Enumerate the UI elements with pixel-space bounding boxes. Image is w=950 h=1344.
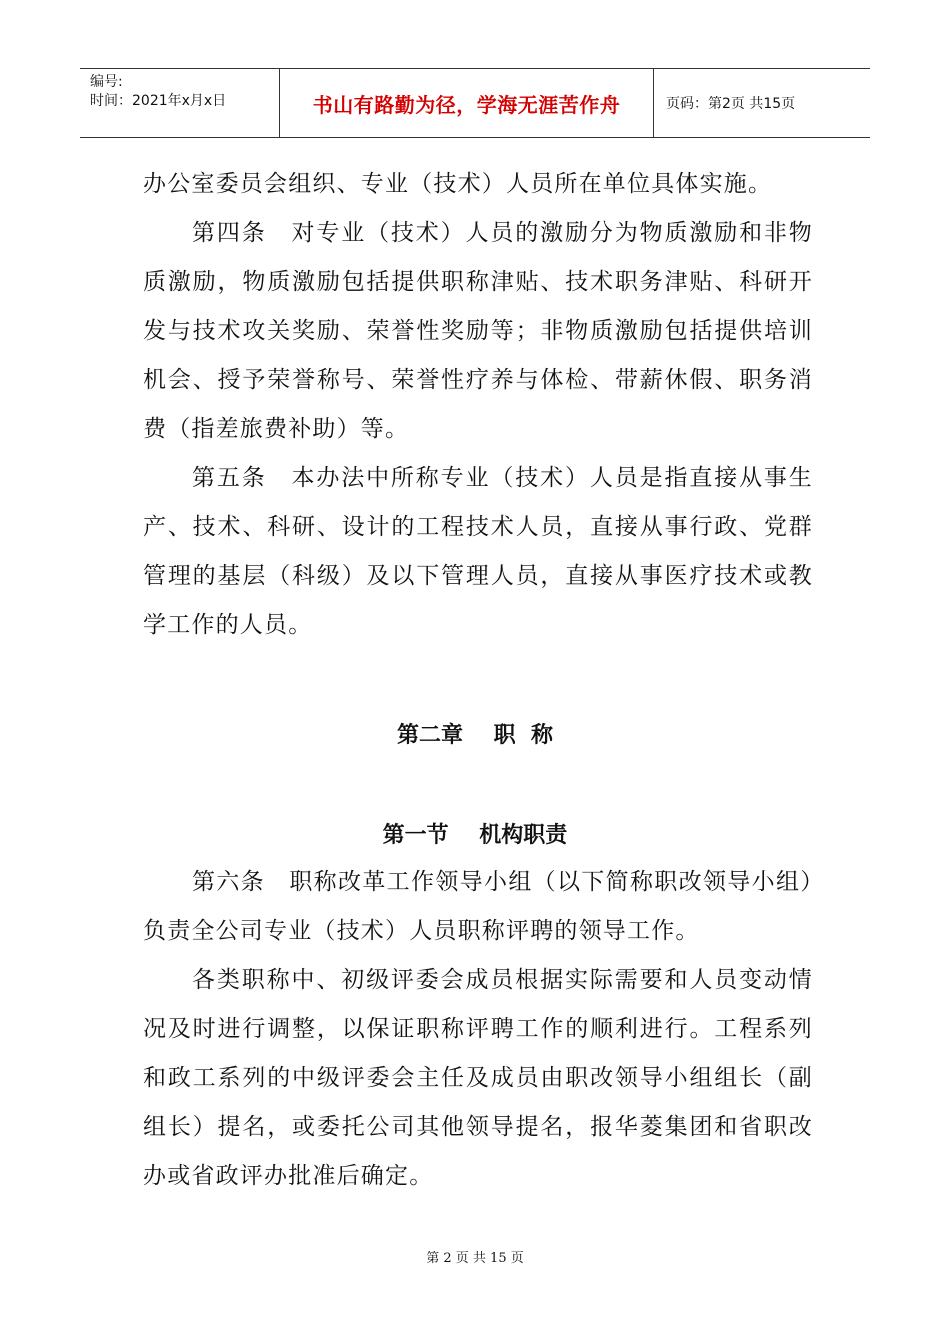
chapter-title: 第二章 职 称 [397,723,553,748]
header-motto: 书山有路勤为径，学海无涯苦作舟 [280,69,654,137]
paragraph-continuation: 办公室委员会组织、专业（技术）人员所在单位具体实施。 [143,171,773,197]
paragraph-block-2 [143,858,813,1201]
article-6: 第六条 职称改革工作领导小组（以下简称职改领导小组）负责全公司专业（技术）人员职称评聘的领导工作。 [143,869,813,944]
header-meta [80,69,280,137]
article-4: 第四条 对专业（技术）人员的激励分为物质激励和非物质激励，物质激励包括提供职称津贴、技术职务津贴、科研开发与技术攻关奖励、荣誉性奖励等；非物质激励包括提供培训机会、授予荣誉称号、荣誉性疗养与体检、带薪休假、职务消费（指差旅费补助）等。 [143,220,813,442]
article-5: 第五条 本办法中所称专业（技术）人员是指直接从事生产、技术、科研、设计的工程技术人员，直接从事行政、党群管理的基层（科级）及以下管理人员，直接从事医疗技术或教学工作的人员。 [143,465,813,638]
date-label: 时间：2021年x月x日 [90,93,227,109]
doc-number-label: 编号: [90,74,123,90]
paragraph-block-1 [143,160,813,650]
section-title: 第一节 机构职责 [382,823,568,848]
header-page-info: 页码：第2页 共15页 [666,96,796,112]
page-header [80,68,870,138]
page-footer: 第 2 页 共 15 页 [426,1251,524,1266]
paragraph-committee: 各类职称中、初级评委会成员根据实际需要和人员变动情况及时进行调整，以保证职称评聘工作的顺利进行。工程系列和政工系列的中级评委会主任及成员由职改领导小组组长（副组长）提名，或委托公司其他领导提名，报华菱集团和省职改办或省政评办批准后确定。 [143,967,813,1189]
